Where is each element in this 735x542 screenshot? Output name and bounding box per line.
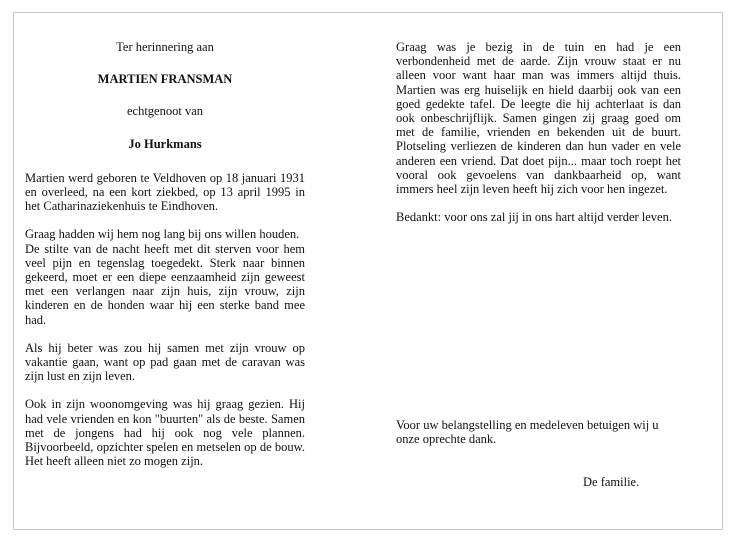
right-column bbox=[396, 40, 681, 238]
garden-paragraph: Graag was je bezig in de tuin en had je een verbondenheid met de aarde. Zijn vrouw staat er nu alleen voor want haar man was immers altijd thuis. Martien was erg huiselijk en hield daarbij ook van een goed gedekte tafel. De leegte die hij achterlaat is dan ook onbeschrijflijk. Samen gingen zij graag goed om met de familie, vrienden en bekenden uit de buurt. Plotseling verliezen de kinderen dan hun vader en vele anderen een vriend. Dat doet pijn... maar toch roept het vooral ook gevoelens van dankbaarheid op, want immers heel zijn leven heeft hij zich voor hen ingezet. bbox=[396, 40, 681, 197]
deceased-name: MARTIEN FRANSMAN bbox=[97, 72, 233, 87]
family-signoff: De familie. bbox=[583, 475, 640, 489]
intro-text: Ter herinnering aan bbox=[116, 40, 214, 54]
silence-paragraph: De stilte van de nacht heeft met dit sterven voor hem veel pijn en tegenslag toegedekt. Sterk naar binnen gekeerd, moet er een diepe eenzaamheid zijn geweest met een verlangen naar zijn huis, zijn vrouw, zijn kinderen en de honden waar hij een sterke band mee had. bbox=[25, 241, 305, 327]
thank-you-paragraph: Bedankt: voor ons zal jij in ons hart altijd verder leven. bbox=[396, 210, 672, 225]
biography-paragraph: Martien werd geboren te Veldhoven op 18 januari 1931 en overleed, na een kort ziekbed, op 13 april 1995 in het Catharinaziekenhuis te Eindhoven. bbox=[25, 170, 305, 214]
vacation-paragraph: Als hij beter was zou hij samen met zijn vrouw op vakantie gaan, want op pad gaan met de caravan was zijn lust en zijn leven. bbox=[25, 340, 305, 384]
relation-text: echtgenoot van bbox=[126, 104, 203, 119]
left-column bbox=[25, 40, 305, 482]
gratitude-text: Voor uw belangstelling en medeleven betuigen wij u onze oprechte dank. bbox=[396, 418, 659, 447]
neighbourhood-paragraph: Ook in zijn woonomgeving was hij graag gezien. Hij had vele vrienden en kon "buurten" als de beste. Samen met de jongens had hij ook nog vele plannen. Bijvoorbeeld, opzichter spelen en metselen op de bouw. Het heeft alleen niet zo mogen zijn. bbox=[25, 397, 305, 469]
wish-paragraph: Graag hadden wij hem nog lang bij ons willen houden. bbox=[25, 227, 300, 242]
spouse-name: Jo Hurkmans bbox=[128, 136, 202, 151]
